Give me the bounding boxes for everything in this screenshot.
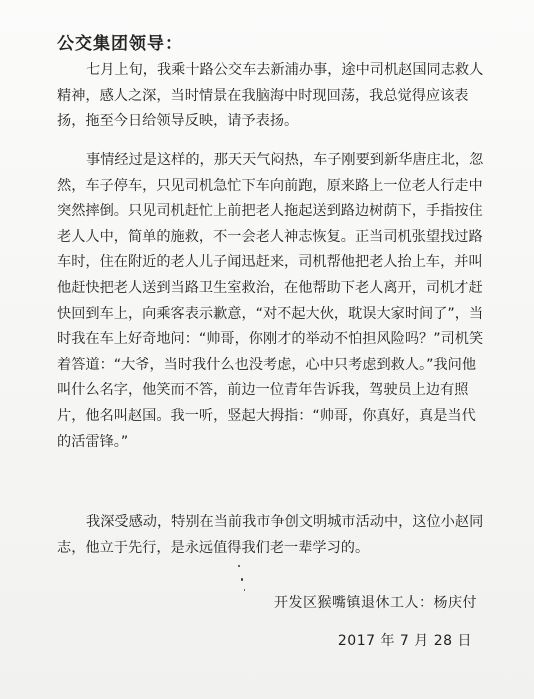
letter-paragraph-1: 七月上旬，我乘十路公交车去新浦办事，途中司机赵国同志救人精神，感人之深，当时情景在我脑海中时现回荡，我总觉得应该表扬，拖至今日给领导反映，请予表扬。 bbox=[57, 62, 484, 130]
paper-speck bbox=[238, 565, 240, 567]
paper-speck bbox=[241, 578, 243, 581]
letter-signature: 开发区猴嘴镇退休工人：杨庆付 bbox=[274, 595, 477, 611]
letter-date: 2017 年 7 月 28 日 bbox=[337, 633, 472, 649]
paper-speck bbox=[244, 589, 245, 591]
letter-salutation: 公交集团领导： bbox=[57, 34, 183, 54]
letter-paragraph-2: 事情经过是这样的，那天天气闷热，车子刚要到新华唐庄北，忽然，车子停车，只见司机急忙下车向前跑，原来路上一位老人行走中突然摔倒。只见司机赶忙上前把老人拖起送到路边树荫下，手指按住老人人中，简单的施救，不一会老人神志恢复。正当司机张望找过路车时，住在附近的老人儿子闻迅赶来，司机帮他把老人抬上车，并叫他赶快把老人送到当路卫生室救治，在他帮助下老人离开，司机才赶快回到车上，向乘客表示歉意，“对不起大伙，耽误大家时间了”，当时我在车上好奇地问：“帅哥，你刚才的举动不怕担风险吗？”司机笑着答道：“大爷，当时我什么也没考虑，心中只考虑到救人。”我问他叫什么名字，他笑而不答，前边一位青年告诉我，驾驶员上边有照片，他名叫赵国。我一听，竖起大拇指：“帅哥，你真好，真是当代的活雷锋。” bbox=[57, 152, 484, 450]
letter-paragraph-3: 我深受感动，特别在当前我市争创文明城市活动中，这位小赵同志，他立于先行，是永远值得我们老一辈学习的。 bbox=[57, 514, 484, 556]
